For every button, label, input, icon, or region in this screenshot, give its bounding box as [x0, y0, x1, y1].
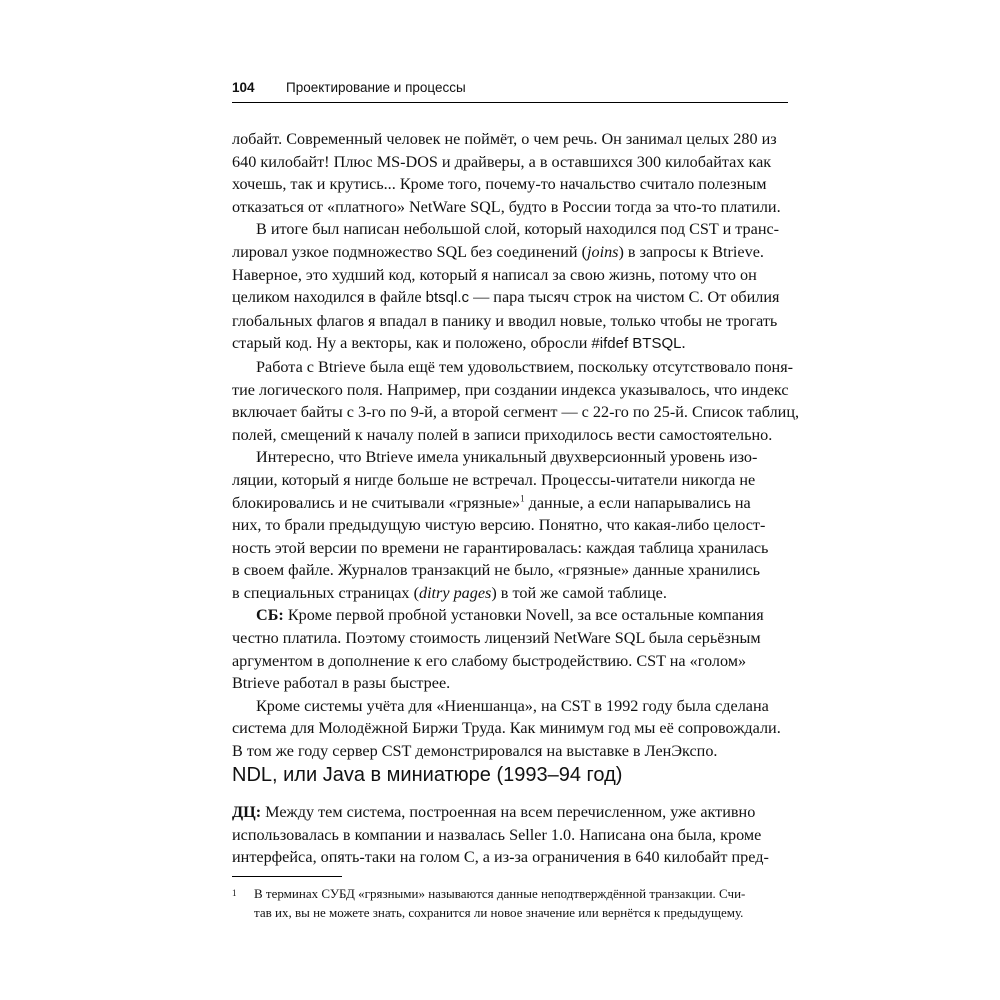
text-line: система для Молодёжной Биржи Труда. Как минимум год мы её сопровождали.	[232, 719, 781, 738]
body-text-continued	[232, 801, 788, 869]
text-line: интерфейса, опять-таки на голом C, а из-за ограничения в 640 килобайт пред-	[232, 848, 769, 867]
file-name: btsql.c	[425, 289, 470, 307]
running-title: Проектирование и процессы	[286, 80, 466, 95]
text-line: Наверное, это худший код, который я написал за свою жизнь, потому что он	[232, 265, 757, 284]
text-fragment: лировал узкое подмножество SQL без соединений (	[232, 242, 587, 261]
text-line: ляции, который я нигде больше не встречал. Процессы-читатели никогда не	[232, 470, 756, 489]
text-fragment: ) в запросы к Btrieve.	[618, 242, 764, 261]
text-fragment: — пара тысяч строк на чистом C. От обилия	[469, 288, 780, 307]
text-fragment: блокировались и не считывали «грязные»	[232, 493, 521, 512]
text-line: глобальных флагов я впадал в панику и вводил новые, только чтобы не трогать	[232, 311, 778, 330]
text-line: тие логического поля. Например, при создании индекса указывалось, что индекс	[232, 380, 789, 399]
joins-term: joins	[586, 242, 619, 261]
text-fragment: целиком находился в файле	[232, 288, 426, 307]
text-line: 640 килобайт! Плюс MS-DOS и драйверы, а в оставшихся 300 килобайтах как	[232, 152, 772, 171]
footnote-ref[interactable]: 1	[520, 493, 525, 504]
text-line: хочешь, так и крутись... Кроме того, почему-то начальство считало полезным	[232, 175, 767, 194]
text-line: полей, смещений к началу полей в записи приходилось вести самостоятельно.	[232, 425, 773, 444]
dirty-pages-term: ditry pages	[418, 583, 492, 602]
text-line: ность этой версии по времени не гарантировалась: каждая таблица хранилась	[232, 538, 769, 557]
body-text	[232, 128, 800, 763]
footnote-line: В терминах СУБД «грязными» называются данные неподтверждённой транзакции. Счи-	[254, 886, 746, 901]
text-line: честно платила. Поэтому стоимость лицензий NetWare SQL была серьёзным	[232, 629, 761, 648]
text-fragment: .	[681, 334, 686, 353]
text-fragment: в специальных страницах (	[232, 583, 419, 602]
text-line: отказаться от «платного» NetWare SQL, будто в России тогда за что-то платили.	[232, 197, 781, 216]
text-fragment: данные, а если напарывались на	[524, 493, 751, 512]
text-fragment: Кроме первой пробной установки Novell, за все остальные компания	[283, 606, 764, 625]
text-line: Btrieve работал в разы быстрее.	[232, 674, 451, 693]
text-line: использовалась в компании и назвалась Seller 1.0. Написана она была, кроме	[232, 825, 762, 844]
text-fragment: Между тем система, построенная на всем перечисленном, уже активно	[261, 803, 756, 821]
text-line: Интересно, что Btrieve имела уникальный двухверсионный уровень изо-	[256, 448, 758, 467]
section-heading: NDL, или Java в миниатюре (1993–94 год)	[232, 764, 623, 786]
text-line: аргументом в дополнение к его слабому быстродействию. CST на «голом»	[232, 651, 747, 670]
page-number: 104	[232, 80, 255, 95]
footnote-rule	[232, 876, 342, 877]
code-ifdef: #ifdef BTSQL	[591, 335, 682, 353]
text-line: В том же году сервер CST демонстрировался на выставке в ЛенЭкспо.	[232, 742, 718, 761]
text-line: лобайт. Современный человек не поймёт, о чем речь. Он занимал целых 280 из	[232, 130, 777, 148]
text-line	[232, 332, 788, 356]
text-line	[232, 241, 788, 264]
text-line: них, то брали предыдущую чистую версию. Понятно, что какая-либо целост-	[232, 516, 766, 535]
text-line	[232, 286, 788, 310]
footnote	[232, 884, 788, 922]
text-line: Кроме системы учёта для «Ниеншанца», на CST в 1992 году была сделана	[256, 696, 769, 715]
text-line: Работа с Btrieve была ещё тем удовольствием, поскольку отсутствовало поня-	[256, 357, 794, 376]
text-line: в своем файле. Журналов транзакций не было, «грязные» данные хранились	[232, 561, 760, 580]
speaker-label: СБ:	[256, 606, 284, 625]
footnote-mark: 1	[232, 888, 237, 898]
text-fragment: старый код. Ну а векторы, как и положено, обросли	[232, 334, 592, 353]
header-rule	[232, 102, 788, 103]
text-line	[232, 801, 788, 824]
footnote-line: тав их, вы не можете знать, сохранится ли новое значение или вернётся к предыдущему.	[254, 905, 744, 920]
text-line	[232, 604, 788, 627]
running-header	[232, 80, 788, 100]
text-line: В итоге был написан небольшой слой, который находился под CST и транс-	[256, 220, 780, 239]
text-line	[232, 582, 788, 605]
text-line: включает байты с 3-го по 9-й, а второй сегмент — с 22-го по 25-й. Список таблиц,	[232, 403, 800, 422]
speaker-label: ДЦ:	[232, 803, 262, 821]
text-fragment: ) в той же самой таблице.	[491, 583, 667, 602]
text-line	[232, 492, 788, 515]
